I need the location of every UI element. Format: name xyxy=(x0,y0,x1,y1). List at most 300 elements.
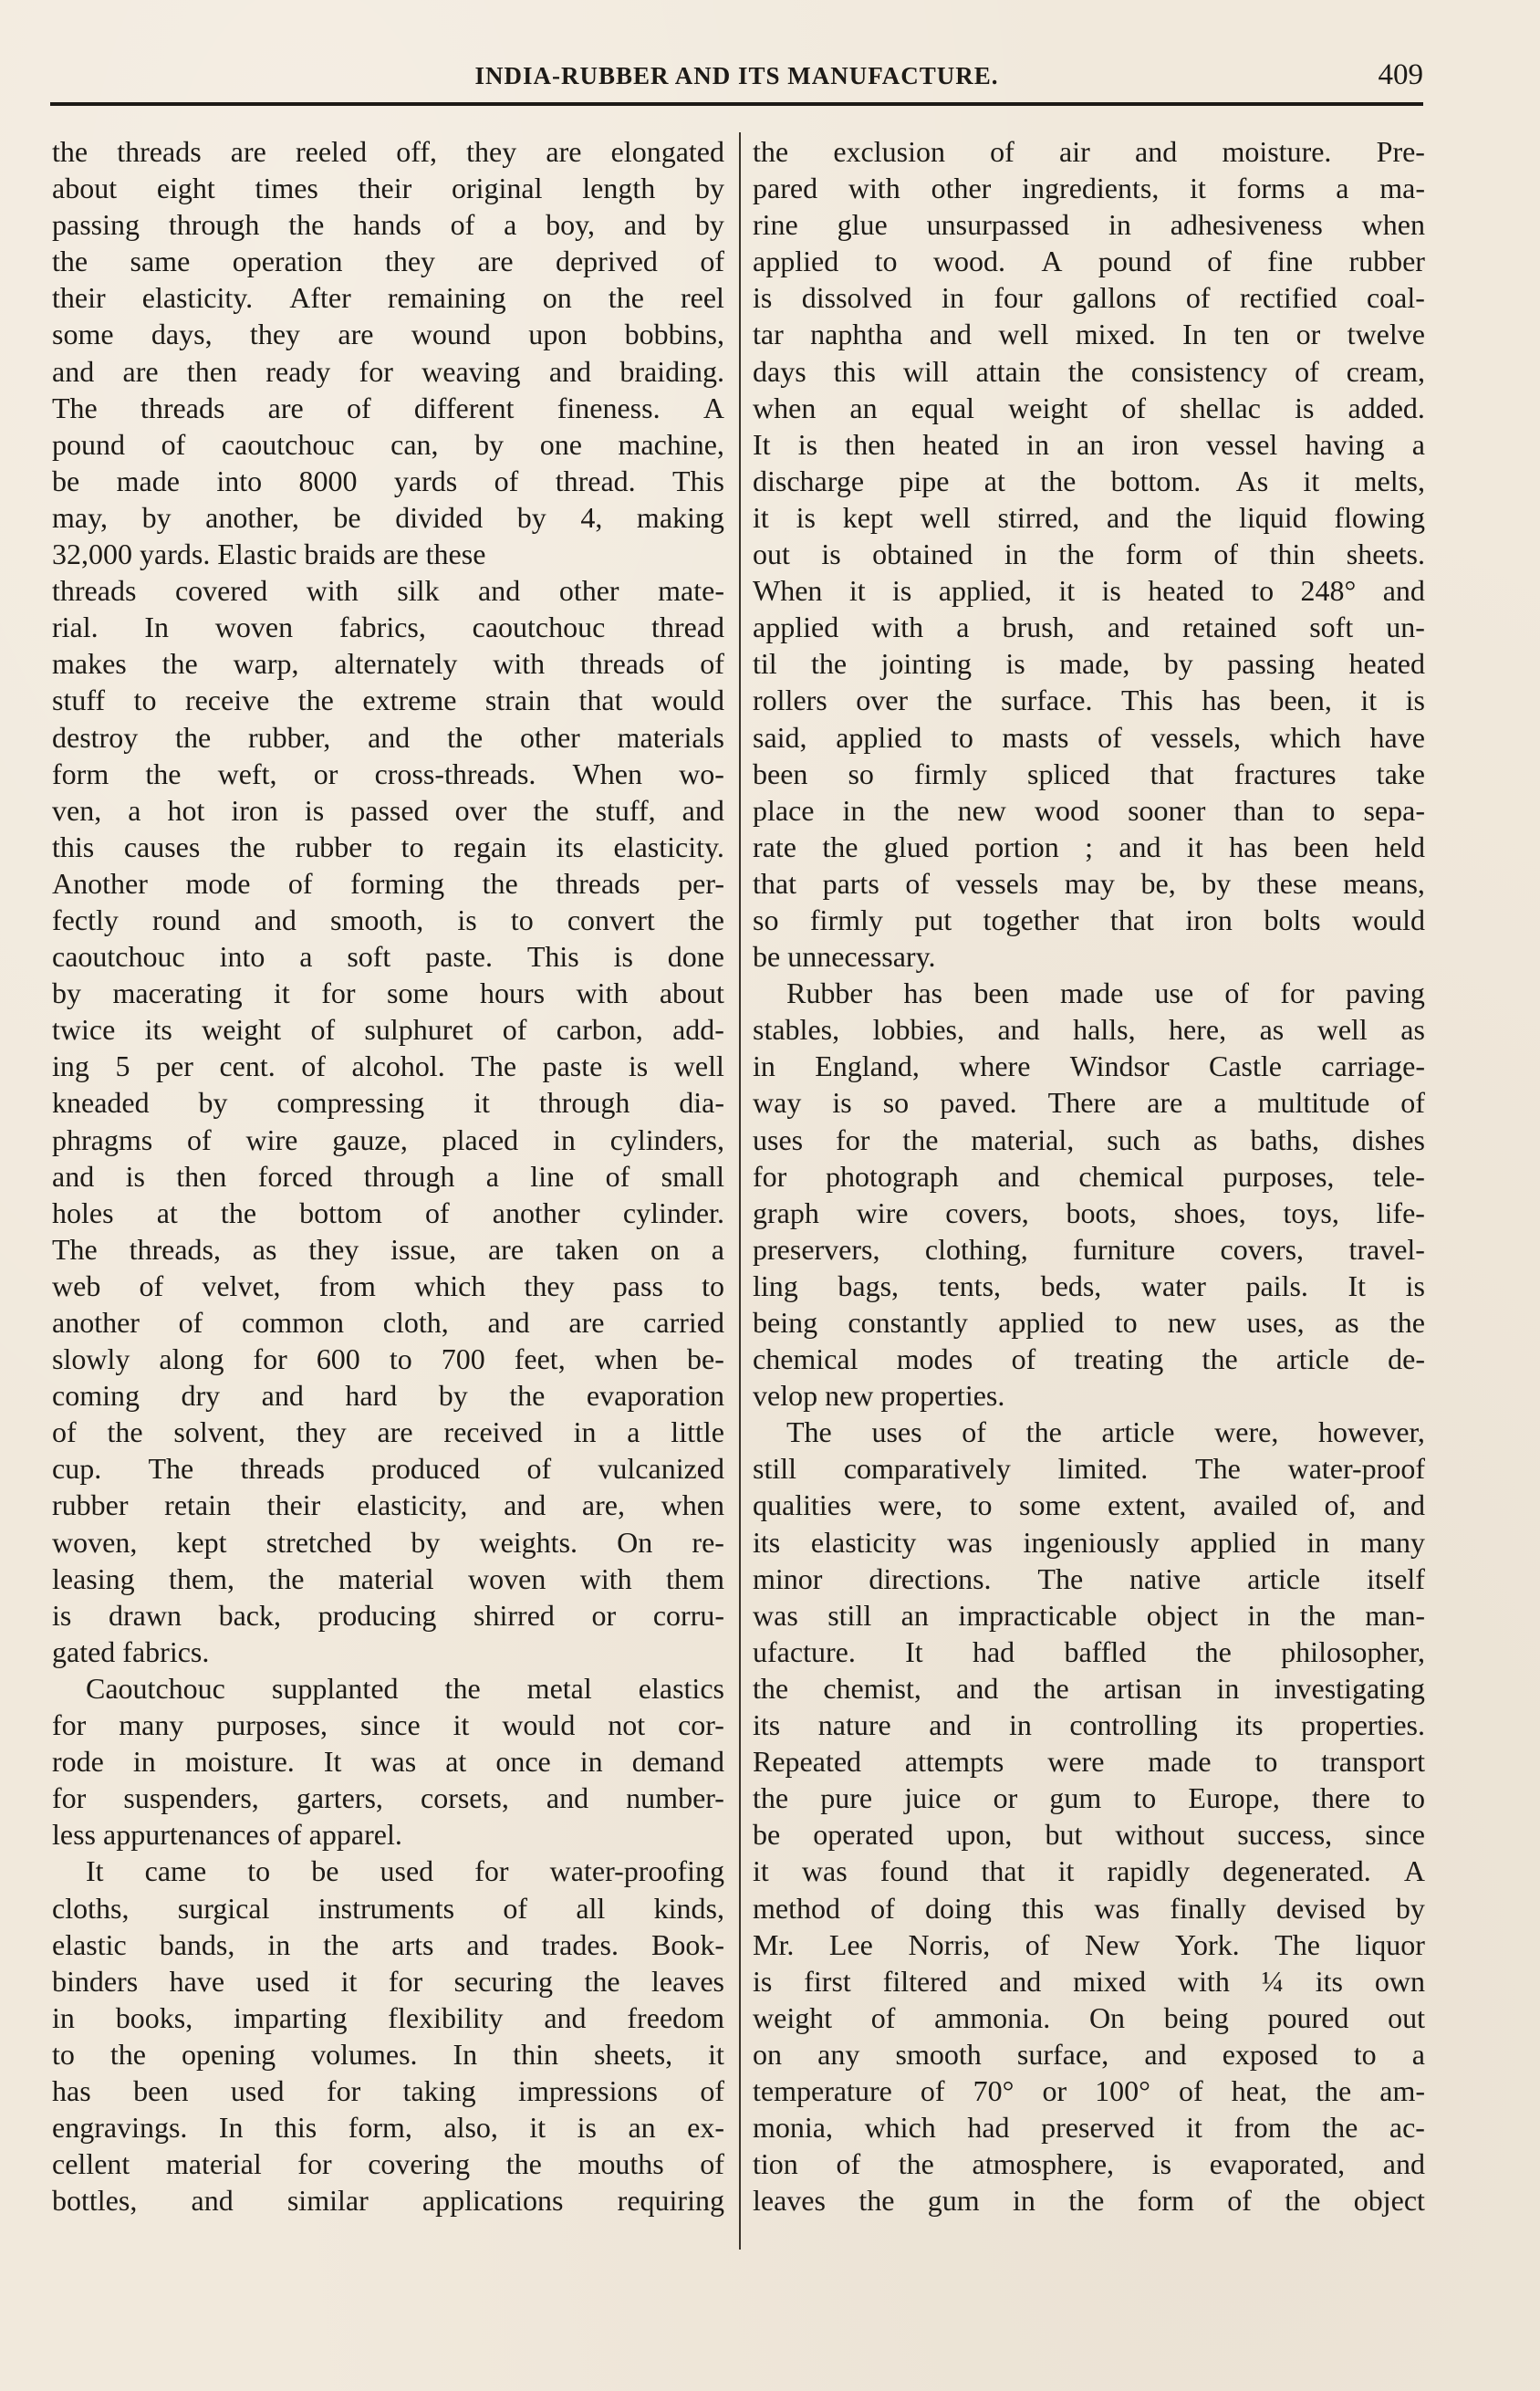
word: compressing xyxy=(276,1086,425,1120)
word: so xyxy=(882,1086,910,1120)
right-column-text-line xyxy=(753,1524,1425,1561)
word: form xyxy=(1125,538,1182,571)
word: destroy xyxy=(52,720,139,754)
word: 5 xyxy=(115,1049,130,1083)
word: forms xyxy=(1236,172,1306,205)
word: mouths xyxy=(578,2147,664,2181)
word: and xyxy=(1119,830,1161,863)
word: article xyxy=(1247,1561,1321,1595)
word: Europe, xyxy=(1188,1781,1280,1815)
word: being xyxy=(1163,2000,1229,2034)
word: they xyxy=(308,1232,359,1266)
word: threads xyxy=(240,1452,325,1486)
word: for xyxy=(359,354,393,388)
word: In xyxy=(1182,318,1207,351)
word: where xyxy=(959,1049,1031,1083)
word: stables, xyxy=(753,1013,840,1047)
word: a xyxy=(627,1415,640,1449)
word: on xyxy=(753,2037,782,2071)
word: the xyxy=(220,1196,257,1229)
word: applied xyxy=(836,720,922,754)
word: form xyxy=(1137,2184,1194,2218)
word: stuff xyxy=(52,684,106,717)
word: the xyxy=(936,684,973,717)
word: its xyxy=(1315,1964,1343,1998)
right-column-text-line xyxy=(753,2146,1425,2182)
word: rapidly xyxy=(1107,1854,1191,1888)
word: furniture xyxy=(1073,1232,1176,1266)
word: of xyxy=(424,1196,450,1229)
word: purposes, xyxy=(1223,1159,1335,1193)
left-column-text-line: 32,000 yards. Elastic braids are these xyxy=(52,538,486,571)
word: 8000 xyxy=(298,464,358,497)
word: are, xyxy=(581,1488,625,1522)
word: boots, xyxy=(1066,1196,1137,1229)
word: these xyxy=(1256,866,1317,900)
word: are xyxy=(267,391,304,424)
word: found xyxy=(879,1854,949,1888)
word: with xyxy=(493,647,546,681)
word: once xyxy=(495,1745,551,1779)
word: in xyxy=(1306,1525,1330,1559)
word: as xyxy=(1259,1013,1285,1047)
word: finally xyxy=(1170,1891,1246,1925)
left-column-text-line xyxy=(52,243,724,279)
word: about xyxy=(52,172,118,205)
word: paste xyxy=(542,1049,603,1083)
word: the xyxy=(447,720,484,754)
word: phragms xyxy=(52,1122,153,1156)
word: its xyxy=(1235,1708,1264,1742)
word: divided xyxy=(395,500,484,534)
word: tion xyxy=(753,2147,798,2181)
word: regain xyxy=(453,830,527,863)
right-column-text-line xyxy=(753,1084,1425,1121)
word: it xyxy=(529,2111,546,2145)
word: be xyxy=(52,464,80,497)
word: an xyxy=(900,1598,929,1632)
word: and xyxy=(466,1927,509,1961)
word: thread xyxy=(651,611,724,644)
word: and xyxy=(487,1306,530,1339)
word: to xyxy=(247,1854,271,1888)
word: ¼ xyxy=(1261,1964,1284,1998)
word: of xyxy=(836,2147,861,2181)
word: applications xyxy=(421,2184,564,2218)
word: issue, xyxy=(390,1232,457,1266)
word: off, xyxy=(396,135,438,168)
word: fine xyxy=(1267,245,1314,278)
word: mixed. xyxy=(1075,318,1156,351)
word: be, xyxy=(1140,866,1176,900)
word: well xyxy=(998,318,1049,351)
word: water-proof xyxy=(1287,1452,1425,1486)
word: wire xyxy=(245,1122,298,1156)
word: this xyxy=(833,354,876,388)
word: used xyxy=(255,1964,310,1998)
right-column-text-line xyxy=(753,1743,1425,1780)
word: the xyxy=(268,1561,305,1595)
word: in xyxy=(52,2000,75,2034)
word: the xyxy=(288,208,325,242)
word: in xyxy=(1247,1598,1271,1632)
word: bottom xyxy=(299,1196,382,1229)
word: elastics xyxy=(638,1671,724,1705)
word: when xyxy=(594,1342,659,1376)
word: of xyxy=(700,2147,724,2181)
word: of xyxy=(310,1013,336,1047)
word: of xyxy=(700,2073,724,2107)
word: controlling xyxy=(1069,1708,1198,1742)
word: four xyxy=(994,281,1043,315)
word: the xyxy=(858,2184,895,2218)
right-column-text-line xyxy=(753,609,1425,645)
word: volumes. xyxy=(311,2037,418,2071)
word: As xyxy=(1235,464,1269,497)
word: done xyxy=(667,940,724,974)
word: of xyxy=(139,1269,164,1302)
word: covered xyxy=(174,574,268,608)
page-number: 409 xyxy=(1378,58,1423,91)
word: so xyxy=(848,757,874,790)
word: cellent xyxy=(52,2147,130,2181)
word: their xyxy=(266,1488,321,1522)
word: other xyxy=(931,172,992,205)
left-column-text-line xyxy=(52,2109,724,2146)
word: causes xyxy=(123,830,201,863)
word: produced xyxy=(371,1452,481,1486)
right-column xyxy=(753,133,1425,2219)
left-column-text-line xyxy=(52,1707,724,1743)
word: such xyxy=(1107,1122,1160,1156)
word: another xyxy=(52,1306,140,1339)
right-column-text-line xyxy=(753,902,1425,938)
right-column-text-line xyxy=(753,1999,1425,2036)
word: When xyxy=(572,757,642,790)
word: has xyxy=(903,976,943,1010)
word: twice xyxy=(52,1013,116,1047)
left-column-text-line xyxy=(52,426,724,463)
left-column-text-line xyxy=(52,1561,724,1597)
word: form, xyxy=(348,2111,412,2145)
word: liquor xyxy=(1355,1927,1425,1961)
word: silk xyxy=(397,574,440,608)
word: rial. xyxy=(52,611,99,644)
word: were, xyxy=(1214,1415,1279,1449)
word: another, xyxy=(205,500,299,534)
word: A xyxy=(1403,1854,1425,1888)
word: qualities xyxy=(753,1488,852,1522)
word: slowly xyxy=(52,1342,130,1376)
word: portion xyxy=(974,830,1059,863)
word: comparatively xyxy=(843,1452,1011,1486)
word: the xyxy=(893,793,930,827)
word: New xyxy=(1085,1927,1140,1961)
right-column-text-line xyxy=(753,206,1425,243)
word: It xyxy=(323,1745,342,1779)
word: paste. xyxy=(425,940,493,974)
right-column-text-line: be unnecessary. xyxy=(753,940,936,974)
word: This xyxy=(526,940,579,974)
word: length xyxy=(582,172,656,205)
word: this xyxy=(52,830,95,863)
word: A xyxy=(702,391,724,424)
word: little xyxy=(671,1415,724,1449)
word: object xyxy=(1146,1598,1218,1632)
word: remaining xyxy=(387,281,506,315)
word: would xyxy=(502,1708,576,1742)
word: is xyxy=(577,2111,597,2145)
right-column-text-line xyxy=(753,1597,1425,1634)
word: artisan xyxy=(1103,1671,1182,1705)
word: to xyxy=(1312,793,1336,827)
word: it xyxy=(1360,684,1378,717)
word: trades. xyxy=(541,1927,619,1961)
word: extreme xyxy=(362,684,457,717)
word: cup. xyxy=(52,1452,102,1486)
word: On xyxy=(617,1525,653,1559)
right-column-text-line xyxy=(753,2109,1425,2146)
word: it xyxy=(1186,2111,1202,2145)
word: elastic xyxy=(52,1927,127,1961)
right-column-text-line xyxy=(753,499,1425,536)
word: that xyxy=(753,866,796,900)
word: atmosphere, xyxy=(972,2147,1115,2181)
right-column-text-line xyxy=(753,682,1425,718)
word: placed xyxy=(442,1122,519,1156)
word: may xyxy=(1064,866,1115,900)
word: eight xyxy=(156,172,215,205)
left-column-text-line xyxy=(52,2036,724,2073)
word: books, xyxy=(115,2000,193,2034)
word: gallons xyxy=(1072,281,1157,315)
word: dishes xyxy=(1351,1122,1425,1156)
word: Pre- xyxy=(1376,135,1425,168)
right-column-text-line xyxy=(753,1268,1425,1304)
word: of xyxy=(700,647,724,681)
word: web xyxy=(52,1269,101,1302)
word: firmly xyxy=(809,903,883,936)
word: rubber xyxy=(1348,245,1425,278)
left-column-text-line: less appurtenances of apparel. xyxy=(52,1818,402,1852)
right-column-text-line xyxy=(753,1634,1425,1670)
word: wound xyxy=(411,318,491,351)
word: Lee xyxy=(828,1927,873,1961)
word: the xyxy=(145,757,182,790)
word: is xyxy=(304,793,325,827)
right-column-text-line xyxy=(753,243,1425,279)
word: rollers xyxy=(753,684,827,717)
word: spliced xyxy=(1026,757,1110,790)
left-column-text-line xyxy=(52,572,724,609)
word: hours xyxy=(479,976,546,1010)
left-column-text-line xyxy=(52,1195,724,1231)
word: the xyxy=(1285,2184,1321,2218)
word: exposed xyxy=(1222,2037,1318,2071)
word: ex- xyxy=(687,2111,724,2145)
word: and xyxy=(929,1708,972,1742)
word: pails. xyxy=(1245,1269,1308,1302)
word: ac- xyxy=(1389,2111,1425,2145)
left-column-text-line xyxy=(52,609,724,645)
word: moisture. xyxy=(1222,135,1332,168)
word: from xyxy=(318,1269,376,1302)
word: also, xyxy=(443,2111,498,2145)
word: into xyxy=(216,464,263,497)
word: on xyxy=(542,281,572,315)
word: of xyxy=(52,1415,77,1449)
word: the xyxy=(1316,2073,1352,2107)
word: producing xyxy=(317,1598,437,1632)
word: the xyxy=(1058,538,1095,571)
word: limited. xyxy=(1057,1452,1149,1486)
word: then xyxy=(176,1159,227,1193)
left-column-text-line xyxy=(52,463,724,499)
word: the xyxy=(688,903,724,936)
word: woven xyxy=(468,1561,546,1595)
word: weight xyxy=(202,1013,282,1047)
word: is xyxy=(1405,684,1425,717)
word: means, xyxy=(1343,866,1425,900)
word: for xyxy=(753,1159,787,1193)
word: it xyxy=(753,500,769,534)
word: is xyxy=(613,940,633,974)
word: of xyxy=(1295,354,1319,388)
word: was xyxy=(1094,1891,1140,1925)
word: soft xyxy=(347,940,391,974)
right-column-text-line xyxy=(753,279,1425,316)
word: applied xyxy=(753,611,839,644)
word: at xyxy=(445,1745,467,1779)
word: halls, xyxy=(1073,1013,1136,1047)
word: are xyxy=(230,135,266,168)
word: graph xyxy=(753,1196,819,1229)
left-column-text-line xyxy=(52,1414,724,1450)
column-divider xyxy=(739,132,741,2250)
right-column-text-line xyxy=(753,1926,1425,1963)
word: adhesiveness xyxy=(1170,208,1323,242)
word: The xyxy=(52,391,98,424)
word: pound xyxy=(1098,245,1171,278)
word: are xyxy=(477,245,514,278)
word: applied xyxy=(753,245,839,278)
word: together xyxy=(983,903,1079,936)
word: native xyxy=(1129,1561,1202,1595)
word: warp, xyxy=(233,647,299,681)
word: by xyxy=(694,172,724,205)
word: the xyxy=(323,1927,359,1961)
word: or xyxy=(1042,2073,1067,2107)
word: through xyxy=(363,1159,455,1193)
word: threads, xyxy=(129,1232,221,1266)
word: water xyxy=(1140,1269,1206,1302)
word: temperature xyxy=(753,2073,892,2107)
word: is xyxy=(52,1598,72,1632)
word: in xyxy=(942,281,964,315)
word: through xyxy=(538,1086,630,1120)
word: the xyxy=(229,830,265,863)
word: is xyxy=(628,1049,649,1083)
word: properties. xyxy=(1301,1708,1425,1742)
word: investigating xyxy=(1274,1671,1425,1705)
right-column-text-line xyxy=(753,1158,1425,1195)
word: since xyxy=(359,1708,421,1742)
word: been xyxy=(133,2073,189,2107)
word: first xyxy=(804,1964,851,1998)
word: Mr. xyxy=(753,1927,795,1961)
word: well xyxy=(920,500,971,534)
word: elasticity. xyxy=(141,281,254,315)
word: are xyxy=(1147,1086,1183,1120)
word: by xyxy=(694,208,724,242)
word: caoutchouc xyxy=(52,940,185,974)
word: coal- xyxy=(1366,281,1425,315)
left-column-text-line xyxy=(52,279,724,316)
word: ready xyxy=(265,354,331,388)
word: the xyxy=(811,647,848,681)
word: than xyxy=(1233,793,1285,827)
word: of xyxy=(1207,245,1232,278)
word: the xyxy=(482,866,518,900)
word: Rubber xyxy=(786,976,873,1010)
word: discharge xyxy=(753,464,865,497)
word: and xyxy=(546,1781,589,1815)
word: fractures xyxy=(1233,757,1337,790)
word: cloths, xyxy=(52,1891,130,1925)
running-title: INDIA-RUBBER AND ITS MANUFACTURE. xyxy=(474,62,999,89)
word: covering xyxy=(368,2147,471,2181)
word: alternately xyxy=(334,647,458,681)
word: made xyxy=(116,464,180,497)
word: and xyxy=(997,1159,1040,1193)
word: flexibility xyxy=(388,2000,504,2034)
word: garters, xyxy=(296,1781,383,1815)
word: wood xyxy=(1034,793,1100,827)
word: air xyxy=(1059,135,1090,168)
right-column-text-line xyxy=(753,645,1425,682)
left-column-text-line xyxy=(52,316,724,352)
word: of xyxy=(178,1306,203,1339)
word: strain xyxy=(484,684,550,717)
word: came xyxy=(144,1854,207,1888)
word: brush, xyxy=(1002,611,1075,644)
word: of xyxy=(870,2000,896,2034)
word: woven xyxy=(214,611,294,644)
word: ing xyxy=(52,1049,89,1083)
word: an xyxy=(849,391,878,424)
word: of xyxy=(161,427,186,461)
word: of xyxy=(1025,1927,1050,1961)
word: which xyxy=(1269,720,1341,754)
word: out xyxy=(1388,2000,1425,2034)
word: chemical xyxy=(1078,1159,1184,1193)
word: weft, xyxy=(217,757,277,790)
word: consistency xyxy=(1130,354,1268,388)
word: out xyxy=(753,538,790,571)
word: of xyxy=(502,1013,527,1047)
word: and xyxy=(1144,2037,1187,2071)
word: demand xyxy=(631,1745,724,1779)
word: carbon, xyxy=(556,1013,643,1047)
word: pared xyxy=(753,172,818,205)
word: of xyxy=(1098,720,1122,754)
word: corru- xyxy=(652,1598,724,1632)
word: with xyxy=(871,611,924,644)
word: 248° xyxy=(1300,574,1357,608)
word: own xyxy=(1374,1964,1425,1998)
word: and xyxy=(1382,574,1425,608)
word: of xyxy=(1011,1342,1036,1376)
